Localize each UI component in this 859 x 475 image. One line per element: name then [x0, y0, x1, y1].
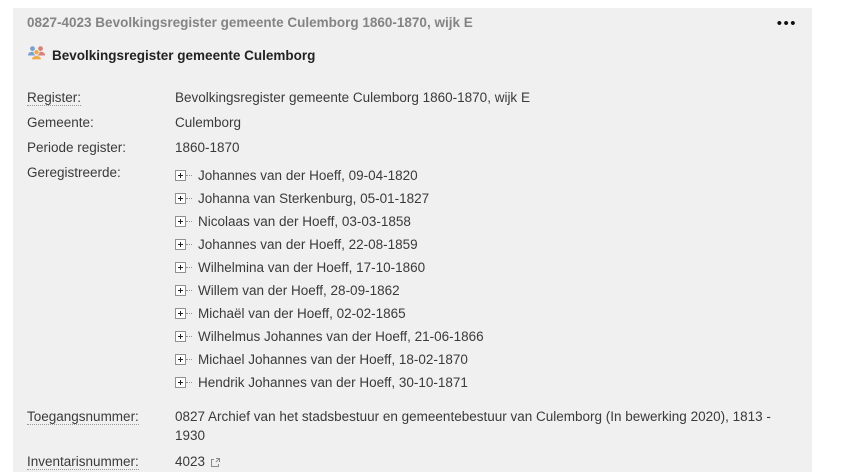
- expand-plus-icon[interactable]: [175, 262, 186, 273]
- list-item: [175, 256, 484, 279]
- field-row-gemeente: [27, 114, 797, 131]
- person-name: Johanna van Sterkenburg, 05-01-1827: [198, 191, 430, 206]
- tree-connector: [186, 313, 192, 314]
- field-row-inventarisnummer: [27, 452, 797, 471]
- toegangsnummer-label-tooltip[interactable]: Toegangsnummer:: [27, 409, 139, 424]
- register-value: Bevolkingsregister gemeente Culemborg 1860-1870, wijk E: [175, 90, 530, 105]
- list-item: [175, 233, 484, 256]
- person-name: Hendrik Johannes van der Hoeff, 30-10-1871: [198, 375, 468, 390]
- inventarisnummer-label-tooltip[interactable]: Inventarisnummer:: [27, 454, 139, 469]
- tree-connector: [186, 290, 192, 291]
- expand-plus-icon[interactable]: [175, 170, 186, 181]
- field-row-toegangsnummer: [27, 407, 797, 445]
- person-name: Willem van der Hoeff, 28-09-1862: [198, 283, 400, 298]
- list-item: [175, 164, 484, 187]
- toegangsnummer-value: 0827 Archief van het stadsbestuur en gemeentebestuur van Culemborg (In bewerking 2020), 1813 - 1930: [175, 409, 771, 443]
- tree-connector: [186, 382, 192, 383]
- list-item: [175, 348, 484, 371]
- person-name: Nicolaas van der Hoeff, 03-03-1858: [198, 214, 411, 229]
- expand-plus-icon[interactable]: [175, 216, 186, 227]
- tree-connector: [186, 175, 192, 176]
- registered-person-list: [175, 164, 484, 394]
- tree-connector: [186, 336, 192, 337]
- field-label: [27, 452, 175, 471]
- expand-plus-icon[interactable]: [175, 354, 186, 365]
- tree-connector: [186, 221, 192, 222]
- inventarisnummer-value: 4023: [175, 454, 206, 469]
- record-subtitle: Bevolkingsregister gemeente Culemborg: [52, 47, 316, 63]
- person-name: Michael Johannes van der Hoeff, 18-02-1870: [198, 352, 468, 367]
- field-label: Gemeente:: [27, 115, 94, 130]
- field-list: [27, 89, 797, 471]
- list-item: [175, 210, 484, 233]
- periode-value: 1860-1870: [175, 140, 240, 155]
- field-label: [27, 89, 175, 106]
- field-row-register: [27, 89, 797, 106]
- person-name: Michaël van der Hoeff, 02-02-1865: [198, 306, 406, 321]
- person-name: Wilhelmus Johannes van der Hoeff, 21-06-1866: [198, 329, 484, 344]
- list-item: [175, 279, 484, 302]
- external-link-icon[interactable]: [210, 457, 221, 468]
- expand-plus-icon[interactable]: [175, 193, 186, 204]
- expand-plus-icon[interactable]: [175, 285, 186, 296]
- person-name: Johannes van der Hoeff, 22-08-1859: [198, 237, 418, 252]
- field-row-geregistreerde: [27, 164, 797, 394]
- person-name: Wilhelmina van der Hoeff, 17-10-1860: [198, 260, 426, 275]
- more-options-button[interactable]: •••: [776, 15, 797, 32]
- field-label: Geregistreerde:: [27, 165, 121, 180]
- record-subheader: [27, 45, 797, 65]
- person-name: Johannes van der Hoeff, 09-04-1820: [198, 168, 418, 183]
- tree-connector: [186, 359, 192, 360]
- field-label: [27, 407, 175, 426]
- register-label-tooltip[interactable]: Register:: [27, 90, 82, 105]
- people-group-icon: [27, 45, 46, 65]
- tree-connector: [186, 244, 192, 245]
- inventarisnummer-value-wrap: [175, 452, 221, 471]
- field-label: Periode register:: [27, 140, 127, 155]
- gemeente-value: Culemborg: [175, 115, 242, 130]
- list-item: [175, 371, 484, 394]
- record-title: 0827-4023 Bevolkingsregister gemeente Culemborg 1860-1870, wijk E: [27, 15, 473, 30]
- list-item: [175, 325, 484, 348]
- list-item: [175, 302, 484, 325]
- field-row-periode: [27, 139, 797, 156]
- tree-connector: [186, 198, 192, 199]
- tree-connector: [186, 267, 192, 268]
- expand-plus-icon[interactable]: [175, 239, 186, 250]
- card-header: [27, 15, 797, 31]
- expand-plus-icon[interactable]: [175, 331, 186, 342]
- archive-field-list: [27, 407, 797, 471]
- expand-plus-icon[interactable]: [175, 377, 186, 388]
- expand-plus-icon[interactable]: [175, 308, 186, 319]
- list-item: [175, 187, 484, 210]
- record-card: [13, 8, 812, 472]
